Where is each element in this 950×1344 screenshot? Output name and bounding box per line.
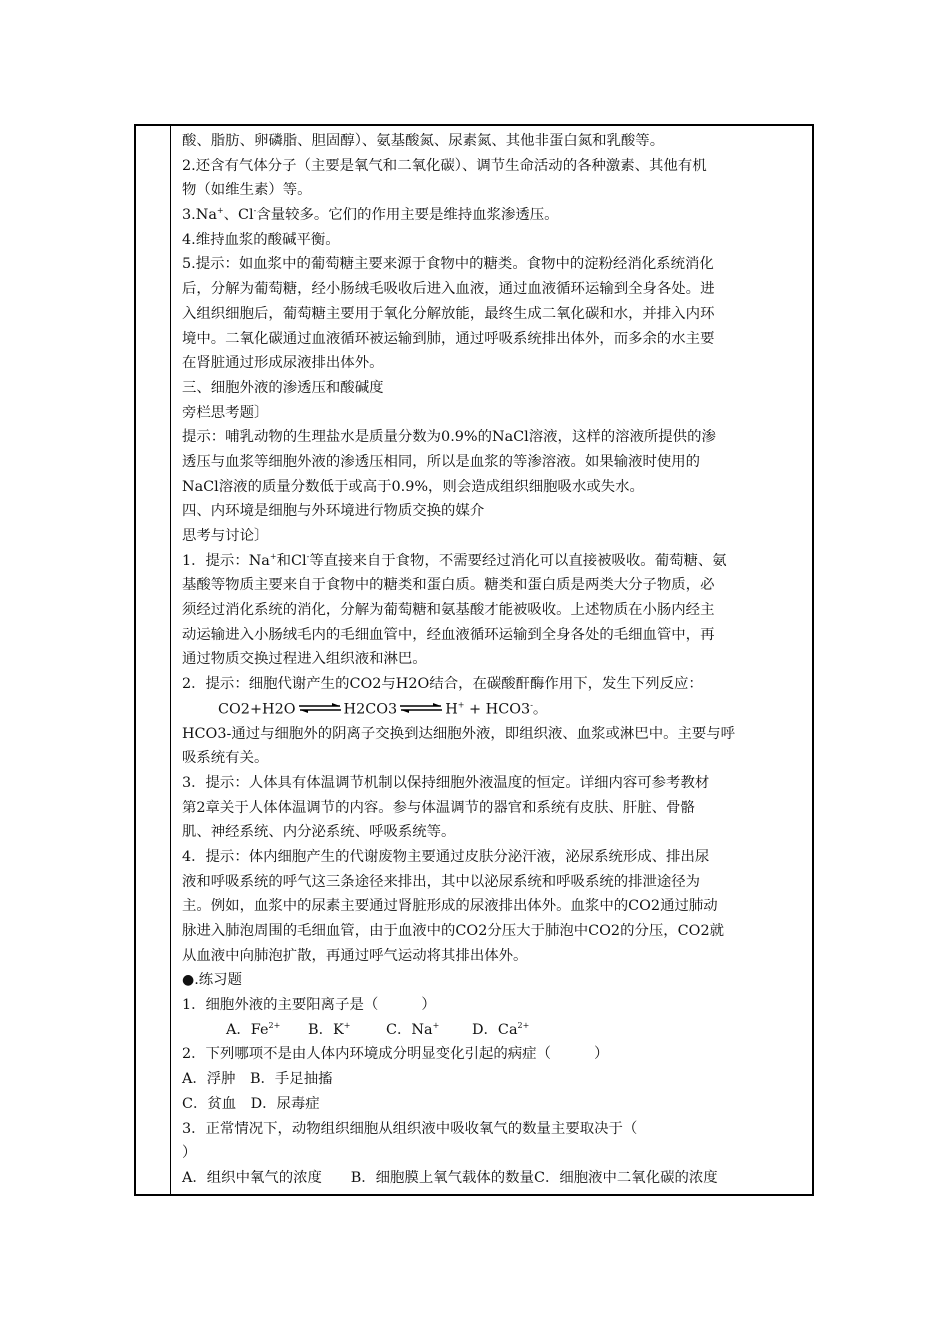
question-2-options: C．贫血 D．尿毒症 xyxy=(182,1095,320,1112)
section-heading: 三、细胞外液的渗透压和酸碱度 xyxy=(182,379,384,396)
text-line: 动运输进入小肠绒毛内的毛细血管中，经血液循环运输到全身各处的毛细血管中，再 xyxy=(182,626,715,643)
text-line: 1．提示：Na+和Cl-等直接来自于食物，不需要经过消化可以直接被吸收。葡萄糖、氨 xyxy=(182,551,727,569)
text-line: 后，分解为葡萄糖，经小肠绒毛吸收后进入血液，通过血液循环运输到全身各处。进 xyxy=(182,281,715,298)
reversible-arrow-icon xyxy=(298,697,342,722)
text-line: 第2章关于人体体温调节的内容。参与体温调节的器官和系统有皮肤、肝脏、骨骼 xyxy=(182,799,695,816)
text-line: 脉进入肺泡周围的毛细血管，由于血液中的CO2分压大于肺泡中CO2的分压，CO2就 xyxy=(182,923,725,939)
question-3-options: A．组织中氧气的浓度 B．细胞膜上氧气载体的数量C．细胞液中二氧化碳的浓度 xyxy=(182,1169,718,1186)
content-table xyxy=(134,124,814,1196)
option-c: C．Na+ xyxy=(386,1020,440,1038)
text-line: 2.还含有气体分子（主要是氧气和二氧化碳）、调节生命活动的各种激素、其他有机 xyxy=(182,157,707,174)
text-line: 酸、脂肪、卵磷脂、胆固醇）、氨基酸氮、尿素氮、其他非蛋白氮和乳酸等。 xyxy=(182,133,665,149)
text-line: 基酸等物质主要来自于食物中的糖类和蛋白质。糖类和蛋白质是两类大分子物质，必 xyxy=(182,577,715,594)
text-line: 在肾脏通过形成尿液排出体外。 xyxy=(182,355,384,372)
text-line: 肌、神经系统、内分泌系统、呼吸系统等。 xyxy=(182,824,456,841)
bullet-icon: ● xyxy=(182,972,195,989)
text-line: 须经过消化系统的消化，分解为葡萄糖和氨基酸才能被吸收。上述物质在小肠内经主 xyxy=(182,602,715,619)
section-heading: 四、内环境是细胞与外环境进行物质交换的媒介 xyxy=(182,503,485,520)
text-line: 境中。二氧化碳通过血液循环被运输到肺，通过呼吸系统排出体外，而多余的水主要 xyxy=(182,330,715,347)
text-line: 提示：哺乳动物的生理盐水是质量分数为0.9%的NaCl溶液，这样的溶液所提供的渗 xyxy=(182,429,716,446)
text-line: 从血液中向肺泡扩散，再通过呼气运动将其排出体外。 xyxy=(182,947,528,964)
question-3-continued: ） xyxy=(182,1145,197,1162)
text-line: 5.提示：如血浆中的葡萄糖主要来源于食物中的糖类。食物中的淀粉经消化系统消化 xyxy=(182,256,714,273)
question-3: 3．正常情况下，动物组织细胞从组织液中吸收氧气的数量主要取决于（ xyxy=(182,1120,638,1137)
option-a: A．$Fe^{2+}$ xyxy=(226,1020,281,1038)
option-b: B．K+ xyxy=(308,1020,351,1038)
text-line: 物（如维生素）等。 xyxy=(182,182,312,199)
reversible-arrow-icon xyxy=(399,697,443,722)
question-2: 2．下列哪项不是由人体内环境成分明显变化引起的病症（ ） xyxy=(182,1046,609,1063)
text-line: 主。例如，血浆中的尿素主要通过肾脏形成的尿液排出体外。血浆中的CO2通过肺动 xyxy=(182,898,718,915)
text-line: 入组织细胞后，葡萄糖主要用于氧化分解放能，最终生成二氧化碳和水，并排入内环 xyxy=(182,305,715,322)
text-line: 3．提示：人体具有体温调节机制以保持细胞外液温度的恒定。详细内容可参考教材 xyxy=(182,774,710,791)
text-line: 通过物质交换过程进入组织液和淋巴。 xyxy=(182,651,427,668)
subheading: 思考与讨论〕 xyxy=(182,528,269,544)
subheading: 旁栏思考题〕 xyxy=(182,404,269,421)
text-line: HCO3-通过与细胞外的阴离子交换到达细胞外液，即组织液、血浆或淋巴中。主要与呼 xyxy=(182,725,736,742)
text-line: 液和呼吸系统的呼气这三条途径来排出，其中以泌尿系统和呼吸系统的排泄途径为 xyxy=(182,873,701,890)
reaction-equation: CO2+H2O H2CO3 H+ + HCO3-。 xyxy=(182,697,812,722)
question-1-options xyxy=(182,1018,812,1043)
question-2-options: A．浮肿 B．手足抽搐 xyxy=(182,1071,333,1088)
text-line: 2．提示：细胞代谢产生的CO2与H2O结合，在碳酸酐酶作用下，发生下列反应： xyxy=(182,676,703,693)
table-content-cell xyxy=(182,129,812,1191)
text-line: 4.维持血浆的酸碱平衡。 xyxy=(182,231,340,248)
text-line: 3.Na+、Cl-含量较多。它们的作用主要是维持血浆渗透压。 xyxy=(182,206,559,224)
exercise-heading: ●.练习题 xyxy=(182,972,242,989)
question-1: 1．细胞外液的主要阳离子是（ ） xyxy=(182,997,436,1014)
text-line: NaCl溶液的质量分数低于或高于0.9%，则会造成组织细胞吸水或失水。 xyxy=(182,478,644,495)
option-d: D．$Ca^{2+}$ xyxy=(472,1020,530,1038)
text-line: 透压与血浆等细胞外液的渗透压相同，所以是血浆的等渗溶液。如果输液时使用的 xyxy=(182,453,701,470)
text-line: 吸系统有关。 xyxy=(182,750,269,767)
table-left-column xyxy=(136,126,171,1194)
text-line: 4．提示：体内细胞产生的代谢废物主要通过皮肤分泌汗液，泌尿系统形成、排出尿 xyxy=(182,848,710,865)
